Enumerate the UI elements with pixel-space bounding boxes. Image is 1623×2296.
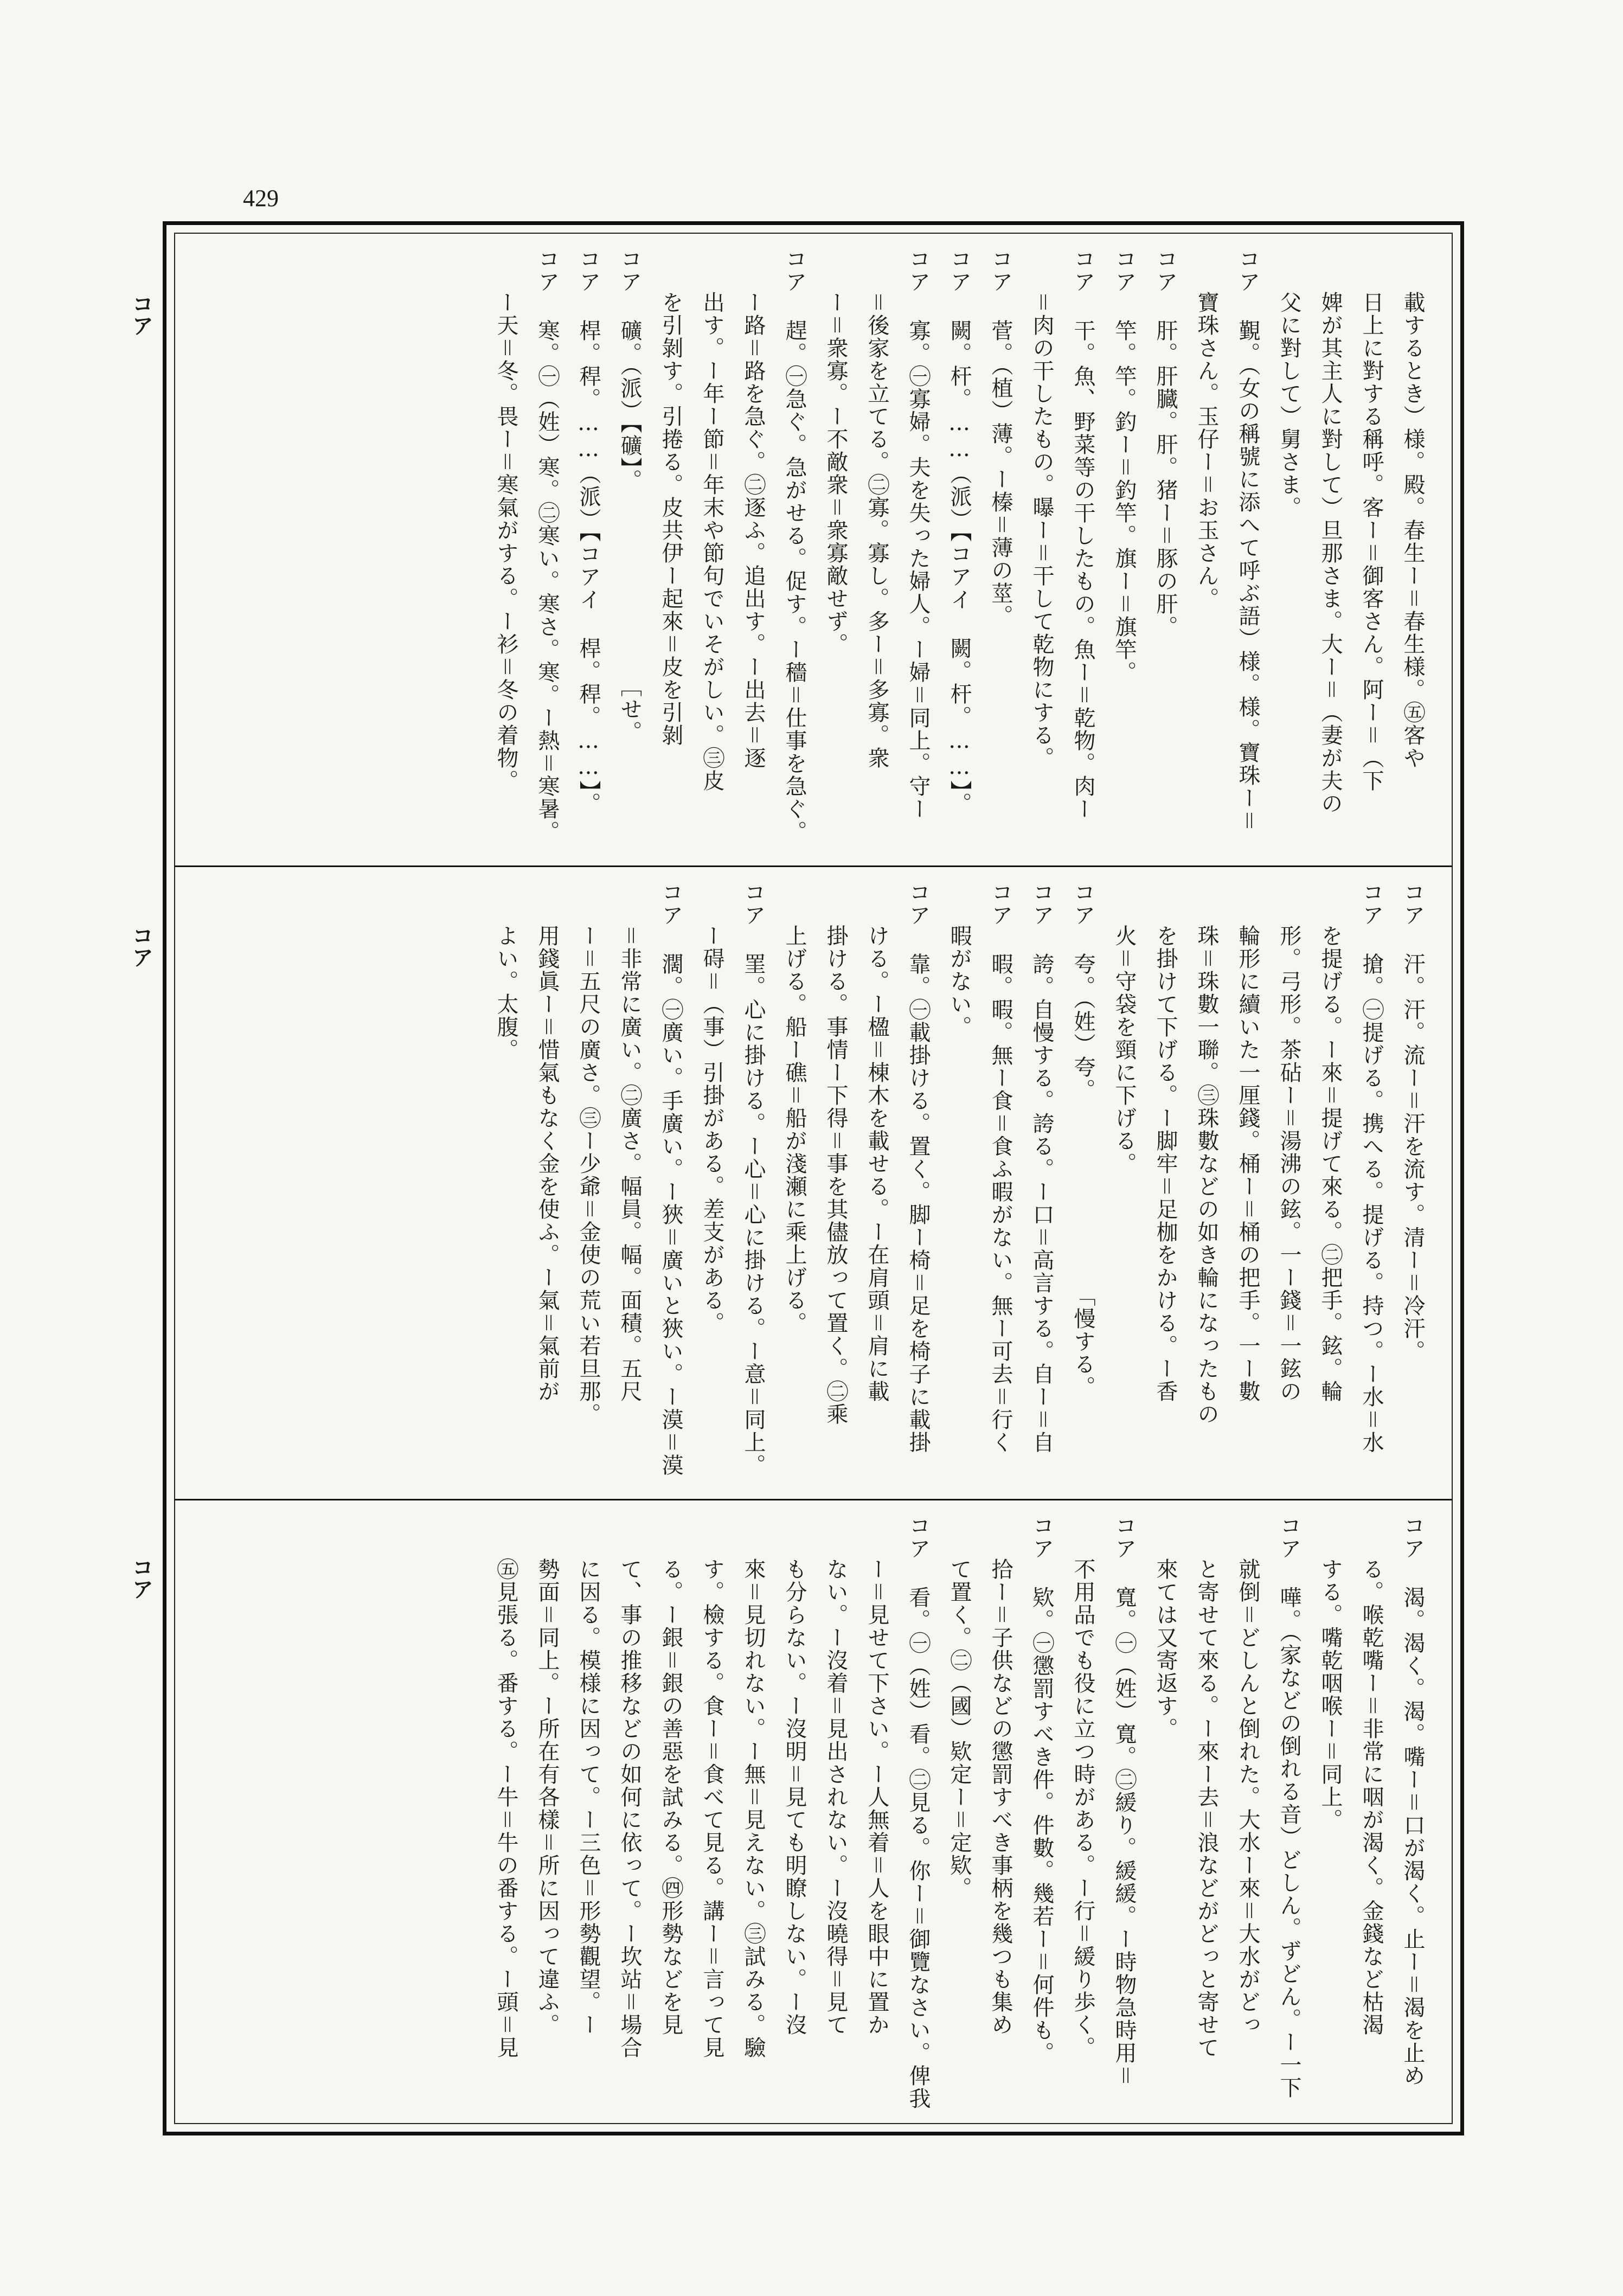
text-column: コア 礦。（派）【礦】。 ［せ。	[617, 248, 642, 743]
text-column: を掛けて下げる。ー脚牢＝足枷をかける。ー香	[1153, 925, 1178, 1403]
side-label-middle: コア	[129, 925, 153, 968]
text-column: ＝非常に廣い。㊁廣さ。幅員。幅。面積。五尺	[617, 925, 642, 1403]
text-column: 不用品でも役に立つ時がある。ー行＝緩り歩く。	[1070, 1558, 1095, 2059]
text-column: コア 覲。（女の稱號に添へて呼ぶ語）様。様。寶珠ー＝	[1235, 248, 1260, 832]
text-column: 上げる。船ー礁＝船が淺瀬に乘上げる。	[782, 925, 807, 1335]
page-frame	[163, 221, 1464, 2135]
text-column: ー天＝冬。畏ー＝寒氣がする。ー衫＝冬の着物。	[493, 291, 518, 792]
text-column: 來ては又寄返す。	[1153, 1558, 1178, 1740]
text-column: よい。太腹。	[493, 925, 518, 1061]
text-column: コア 罣。心に掛ける。ー心＝心に掛ける。ー意＝同上。	[741, 881, 766, 1477]
text-column: 掛ける。事情ー下得＝事を其儘放って置く。㊁乘	[823, 925, 848, 1426]
text-column: コア 嘩。（家などの倒れる音）どしん。ずどん。ー一下	[1276, 1515, 1301, 2099]
text-column: 用錢眞ー＝惜氣もなく金を使ふ。ー氣＝氣前が	[535, 925, 560, 1403]
text-column: コア 菅。（植）薄。ー榛＝薄の莖。	[988, 248, 1013, 627]
text-column: コア 看。㊀（姓）看。㊁見る。你ー＝御覽なさい。俾我	[906, 1515, 931, 2110]
text-column: ＝肉の干したもの。曝ー＝干して乾物にする。	[1029, 291, 1054, 769]
text-column: ー＝見せて下さい。ー人無着＝人を眼中に置か	[864, 1558, 889, 2036]
text-column: コア 夸。（姓）夸。 「慢する。	[1070, 881, 1095, 1399]
text-column: ー路＝路を急ぐ。㊁逐ふ。追出す。ー出去＝逐	[741, 291, 766, 769]
text-column: て置く。㊁（國）欵定ー＝定欵。	[947, 1558, 972, 1900]
text-column: 拾ー＝子供などの懲罰すべき事柄を幾つも集め	[988, 1558, 1013, 2036]
text-column: ＝後家を立てる。㊁寡。寡し。多ー＝多寡。衆	[864, 291, 889, 769]
text-column: ない。ー沒着＝見出されない。ー沒曉得＝見て	[823, 1558, 848, 2036]
text-column: ㊄見張る。番する。ー牛＝牛の番する。ー頭＝見	[493, 1558, 518, 2059]
section-bottom	[175, 1499, 1452, 2133]
section-top	[175, 234, 1452, 865]
text-column: コア 汗。汗。流ー＝汗を流す。清ー＝冷汗。	[1400, 881, 1425, 1363]
text-column: 珠＝珠數一聯。㊂珠數などの如き輪になったもの	[1194, 925, 1219, 1426]
text-column: 出す。ー年ー節＝年末や節句でいそがしい。㊂皮	[700, 291, 724, 792]
text-column: コア 濶。㊀廣い。手廣い。ー狹＝廣いと狹い。ー漠＝漠	[658, 881, 683, 1477]
text-column: コア 欵。㊀懲罰すべき件。件數。幾若ー＝何件も。	[1029, 1515, 1054, 2064]
text-column: ー碍＝（事）引掛がある。差支がある。	[700, 925, 724, 1335]
text-column: コア 寒。㊀（姓）寒。㊁寒い。寒さ。寒。ー熱＝寒暑。	[535, 248, 560, 843]
text-column: コア 暇。暇。無ー食＝食ふ暇がない。無ー可去＝行く	[988, 881, 1013, 1454]
text-column: と寄せて來る。ー來ー去＝浪などがどっと寄せて	[1194, 1558, 1219, 2059]
text-column: す。檢する。食ー＝食べて見る。講ー＝言って見	[700, 1558, 724, 2059]
text-column: 形。弓形。茶砧ー＝湯沸の鉉。一ー錢＝一鉉の	[1276, 925, 1301, 1403]
text-column: 婢が其主人に對して）旦那さま。大ー＝（妻が夫の	[1318, 291, 1343, 815]
text-column: る。ー銀＝銀の善惡を試みる。㊃形勢などを見	[658, 1558, 683, 2036]
text-column: コア 闕。杆。……（派）【コアイ 闕。杆。……】。	[947, 248, 972, 815]
page-number: 429	[243, 185, 279, 211]
text-column: 火＝守袋を頸に下げる。	[1112, 925, 1137, 1175]
text-column: する。嘴乾咽喉ー＝同上。	[1318, 1558, 1343, 1831]
text-column: 父に對して）舅さま。	[1276, 291, 1301, 519]
side-label-top: コア	[129, 293, 153, 336]
text-column: を提げる。ー來＝提げて來る。㊁把手。鉉。輪	[1318, 925, 1343, 1403]
text-column: コア 桿。稈。……（派）【コアイ 桿。稈。……】。	[576, 248, 601, 815]
text-column: コア 誇。自慢する。誇る。ー口＝高言する。自ー＝自	[1029, 881, 1054, 1454]
text-column: コア 趕。㊀急ぐ。急がせる。促す。ー穡＝仕事を急ぐ。	[782, 248, 807, 843]
text-column: 載するとき）様。殿。春生ー＝春生様。㊄客や	[1400, 291, 1425, 769]
text-column: を引剝す。引捲る。皮共伊ー起來＝皮を引剝	[658, 291, 683, 747]
text-column: コア 干。魚、野菜等の干したもの。魚ー＝乾物。肉ー	[1070, 248, 1095, 820]
text-column: 來＝見切れない。ー無＝見えない。㊂試みる。驗	[741, 1558, 766, 2059]
side-label-bottom: コア	[129, 1556, 153, 1600]
text-column: コア 渴。渴く。渴。嘴ー＝口が渴く。止ー＝渴を止め	[1400, 1515, 1425, 2087]
text-column: 輪形に續いた一厘錢。桶ー＝桶の把手。一ー數	[1235, 925, 1260, 1403]
text-column: る。喉乾嘴ー＝非常に咽が渴く。金錢など枯渴	[1359, 1558, 1384, 2036]
text-column: も分らない。ー沒明＝見ても明瞭しない。ー沒	[782, 1558, 807, 2036]
text-column: コア 寡。㊀寡婦。夫を失った婦人。ー婦＝同上。守ー	[906, 248, 931, 820]
page-frame-inner	[174, 233, 1453, 2124]
text-column: コア 靠。㊀載掛ける。置く。脚ー椅＝足を椅子に載掛	[906, 881, 931, 1454]
text-column: コア 竿。竿。釣ー＝釣竿。旗ー＝旗竿。	[1112, 248, 1137, 684]
text-column: ー＝五尺の廣さ。㊂ー少爺＝金使の荒い若旦那。	[576, 925, 601, 1426]
text-column: 日上に對する稱呼。客ー＝御客さん。阿ー＝（下	[1359, 291, 1384, 792]
text-column: ー＝衆寡。ー不敵衆＝衆寡敵せず。	[823, 291, 848, 656]
section-middle	[175, 865, 1452, 1499]
text-column: コア 肝。肝臓。肝。猪ー＝豚の肝。	[1153, 248, 1178, 638]
text-column: 勢面＝同上。ー所在有各樣＝所に因って違ふ。	[535, 1558, 560, 2036]
text-column: に因る。模様に因って。ー三色＝形勢觀望。ー	[576, 1558, 601, 2036]
text-column: 寶珠さん。玉仔ー＝お玉さん。	[1194, 291, 1219, 610]
text-column: コア 搶。㊀提げる。携へる。提げる。持つ。ー水＝水	[1359, 881, 1384, 1454]
text-column: ける。ー楹＝棟木を載せる。ー在肩頭＝肩に載	[864, 925, 889, 1403]
text-column: コア 寬。㊀（姓）寬。㊁緩り。緩緩。ー時物急時用＝	[1112, 1515, 1137, 2087]
text-column: 暇がない。	[947, 925, 972, 1038]
text-column: て、事の推移などの如何に依って。ー坎站＝場合	[617, 1558, 642, 2059]
text-column: 就倒＝どしんと倒れた。大水ー來＝大水がどっ	[1235, 1558, 1260, 2036]
